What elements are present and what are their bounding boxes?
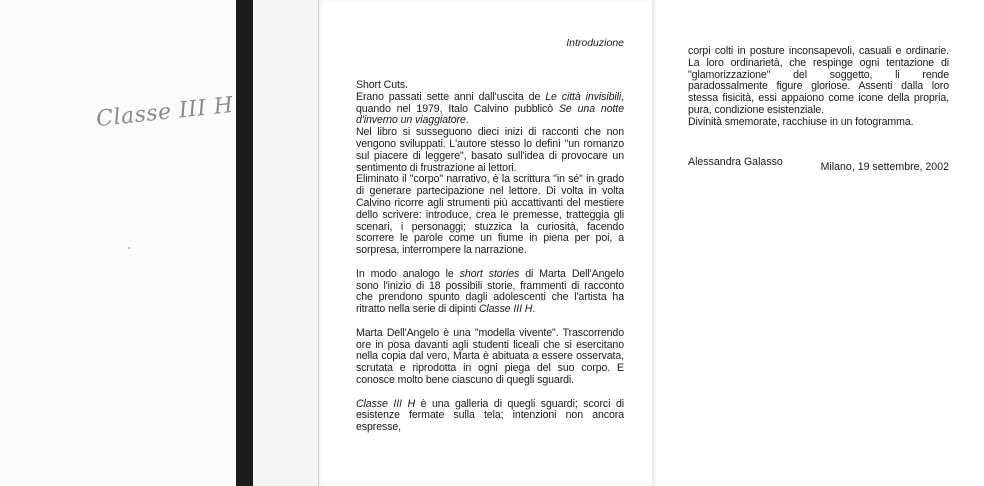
handwritten-title: Classe III H — [95, 92, 235, 133]
paragraph-6: Classe III H è una galleria di quegli sguardi; scorci di esistenze fermate sulla tela; intenzioni non ancora espresse, — [356, 397, 624, 434]
left-page-body — [356, 80, 624, 434]
signature-block — [688, 156, 949, 173]
paper-speck — [128, 247, 130, 249]
paragraph-2: Nel libro si susseguono dieci inizi di racconti che non vengono sviluppati. L'autore stesso lo definì "un romanzo sul piacere di leggere", basato sull'idea di provocare un sentimento di frustrazione ai lettori. — [356, 126, 624, 174]
paragraph-5: Marta Dell'Angelo è una "modella vivente". Trascorrendo ore in posa davanti agli studenti liceali che si esercitano nella copia dal vero, Marta è abituata a essere osservata, scrutata e riprodotta in ogni piega del suo corpo. E conosce molto bene ciascuno di quegli sguardi. — [356, 326, 624, 386]
cover-page — [0, 0, 240, 486]
paragraph-3: Eliminato il "corpo" narrativo, è la scrittura "in sé" in grado di generare partecipazione nel lettore. Di volta in volta Calvino ricorre agli strumenti più accattivanti del mestiere dello scrivere: introduce, crea le premesse, tratteggia gli scenari, i personaggi; stuzzica la curiosità, facendo scorrere le parole come un fiume in piena per poi, a sorpresa, interrompere la narrazione. — [356, 173, 624, 257]
paragraph-continued: corpi colti in posture inconsapevoli, casuali e ordinarie. La loro ordinarietà, che respinge ogni tentazione di "glamorizzazione" del soggetto, li rende paradossalmente figure gloriose. Assenti dalla loro stessa fisicità, essi appaiono come icone della propria, pura, condizione esistenziale. — [688, 45, 949, 116]
author-name: Alessandra Galasso — [688, 156, 783, 168]
bookmark-ribbon — [236, 0, 253, 486]
page-gap — [253, 0, 318, 486]
paragraph-1: Erano passati sette anni dall'uscita de Le città invisibili, quando nel 1979, Italo Calvino pubblicò Se una notte d'inverno un viaggiatore. — [356, 90, 624, 127]
right-page — [657, 0, 984, 486]
paragraph-4: In modo analogo le short stories di Marta Dell'Angelo sono l'inizio di 18 possibili storie, frammenti di racconto che prendono spunto dagli adolescenti che l'artista ha ritratto nella serie di dipinti Classe III H. — [356, 267, 624, 316]
left-page — [318, 0, 654, 486]
right-page-body — [688, 46, 949, 129]
section-heading: Short Cuts. — [356, 79, 408, 91]
closing-line: Divinità smemorate, racchiuse in un fotogramma. — [688, 115, 914, 128]
running-head: Introduzione — [566, 37, 624, 49]
place-date: Milano, 19 settembre, 2002 — [820, 161, 949, 173]
